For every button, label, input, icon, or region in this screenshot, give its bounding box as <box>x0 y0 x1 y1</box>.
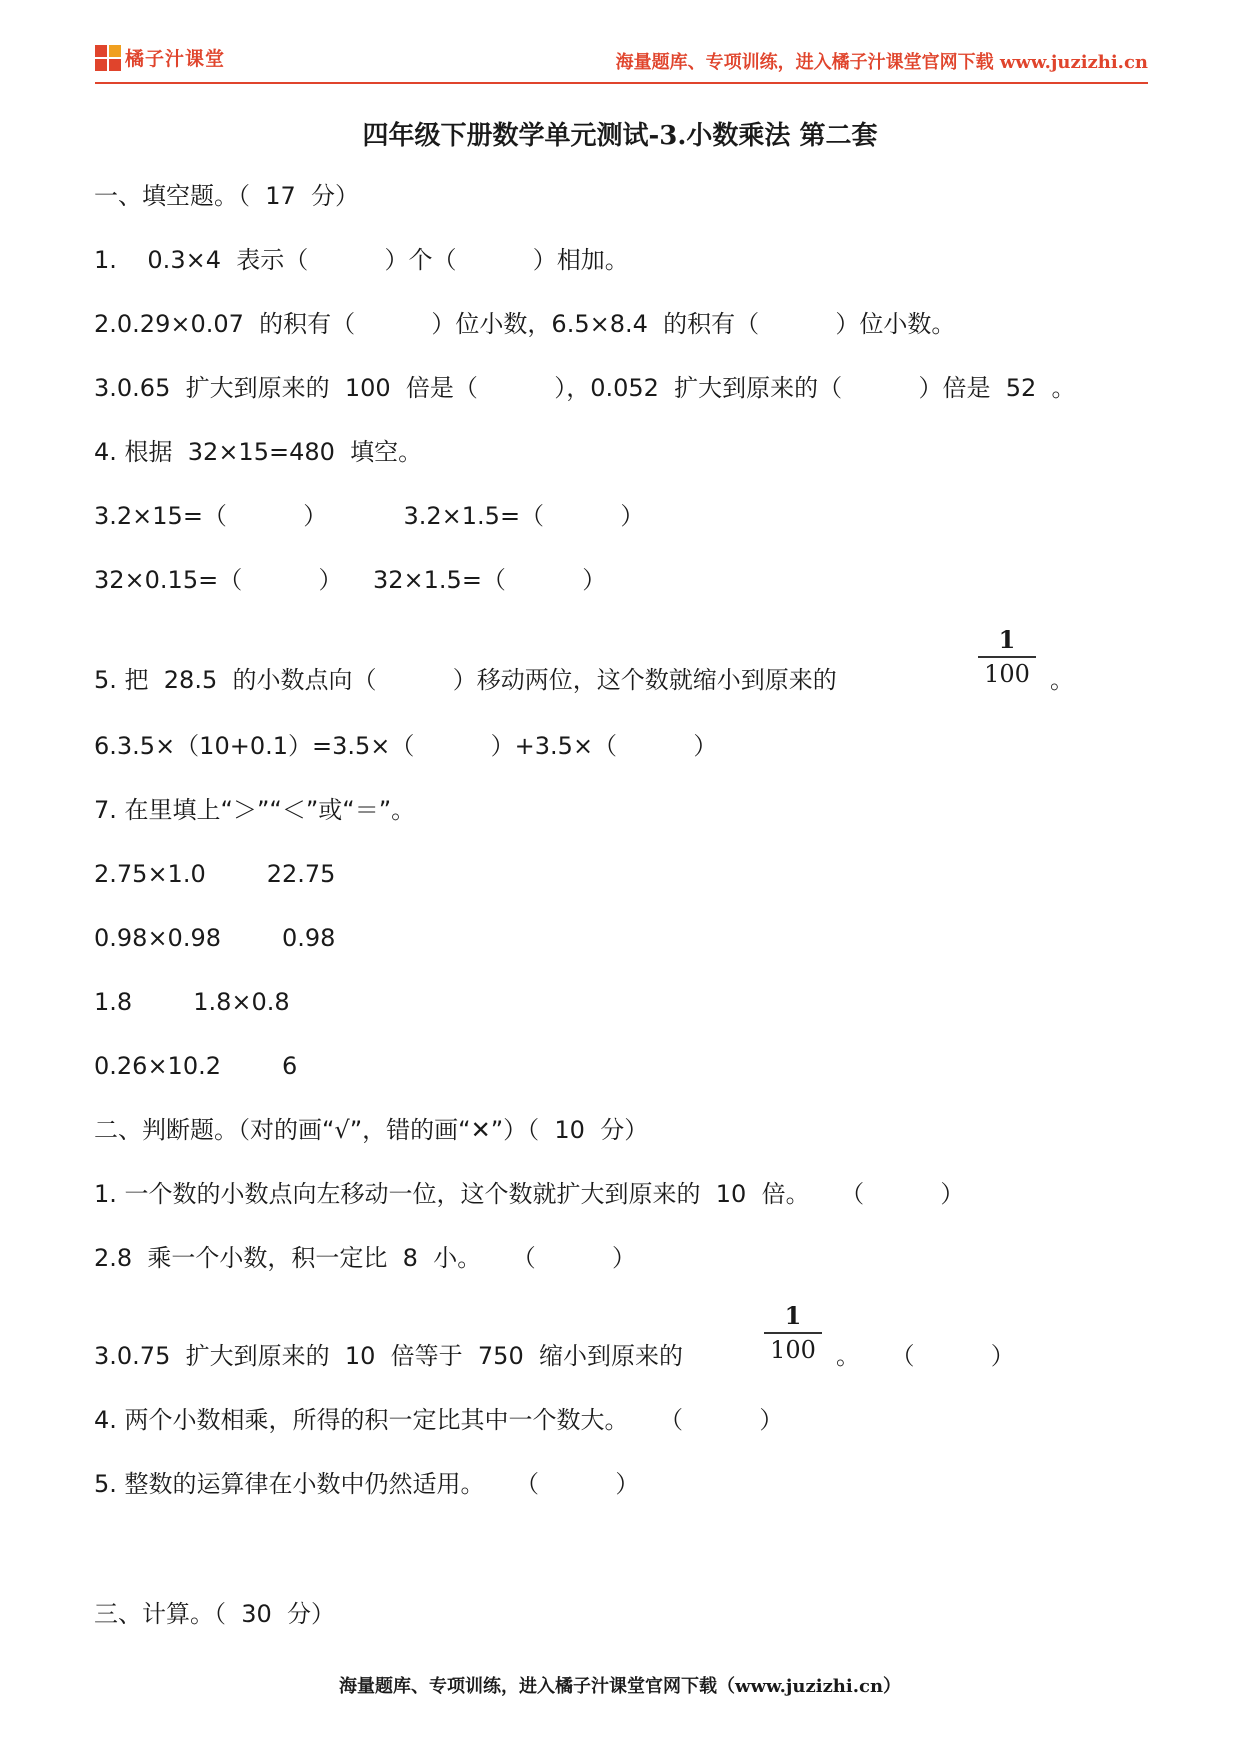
question-2-2: 2.8 乘一个小数，积一定比 8 小。 （ ） <box>94 1244 637 1272</box>
section3-heading: 三、计算。（ 30 分） <box>94 1600 336 1628</box>
question-1-7: 7. 在里填上“＞”“＜”或“＝”。 <box>94 796 416 824</box>
question-1-3: 3.0.65 扩大到原来的 100 倍是（ ），0.052 扩大到原来的（ ）倍是 52 。 <box>94 374 1076 402</box>
question-1-4a: 3.2×15=（ ） 3.2×1.5=（ ） <box>94 502 645 530</box>
fraction-numerator: 1 <box>784 1301 802 1330</box>
logo-icon <box>95 45 121 71</box>
header-tagline: 海量题库、专项训练，进入橘子汁课堂官网下载 www.juzizhi.cn <box>615 52 1148 73</box>
header-divider <box>95 82 1148 84</box>
question-1-6: 6.3.5×（10+0.1）=3.5×（ ）+3.5×（ ） <box>94 732 718 760</box>
fraction-denominator: 100 <box>770 1336 816 1364</box>
question-2-3-end: 。 （ ） <box>836 1342 1015 1370</box>
question-1-4b: 32×0.15=（ ） 32×1.5=（ ） <box>94 566 607 594</box>
fraction-one-hundredth <box>978 626 1036 688</box>
fraction-one-hundredth-2 <box>764 1302 822 1364</box>
question-1-4: 4. 根据 32×15=480 填空。 <box>94 438 423 466</box>
brand-logo <box>95 44 225 71</box>
question-2-4: 4. 两个小数相乘，所得的积一定比其中一个数大。 （ ） <box>94 1406 784 1434</box>
question-2-1: 1. 一个数的小数点向左移动一位，这个数就扩大到原来的 10 倍。 （ ） <box>94 1180 965 1208</box>
page-footer: 海量题库、专项训练，进入橘子汁课堂官网下载（www.juzizhi.cn） <box>338 1676 902 1697</box>
question-1-5: 5. 把 28.5 的小数点向（ ）移动两位，这个数就缩小到原来的 <box>94 666 837 694</box>
fraction-bar <box>978 656 1036 658</box>
fraction-bar <box>764 1332 822 1334</box>
question-2-3: 3.0.75 扩大到原来的 10 倍等于 750 缩小到原来的 <box>94 1342 683 1370</box>
page-title: 四年级下册数学单元测试-3.小数乘法 第二套 <box>362 121 878 151</box>
question-1-2: 2.0.29×0.07 的积有（ ）位小数，6.5×8.4 的积有（ ）位小数。 <box>94 310 956 338</box>
question-2-5: 5. 整数的运算律在小数中仍然适用。 （ ） <box>94 1470 640 1498</box>
question-1-1: 1. 0.3×4 表示（ ）个（ ）相加。 <box>94 246 629 274</box>
logo-text: 橘子汁课堂 <box>125 48 226 70</box>
question-1-7a: 2.75×1.0 22.75 <box>94 860 336 888</box>
question-1-7b: 0.98×0.98 0.98 <box>94 924 336 952</box>
fraction-numerator: 1 <box>998 625 1016 654</box>
fraction-denominator: 100 <box>984 660 1030 688</box>
question-1-5-end: 。 <box>1050 666 1074 694</box>
section2-heading: 二、判断题。（对的画“√”，错的画“✕”）（ 10 分） <box>94 1116 649 1144</box>
section1-heading: 一、填空题。（ 17 分） <box>94 182 360 210</box>
question-1-7c: 1.8 1.8×0.8 <box>94 988 290 1016</box>
question-1-7d: 0.26×10.2 6 <box>94 1052 298 1080</box>
